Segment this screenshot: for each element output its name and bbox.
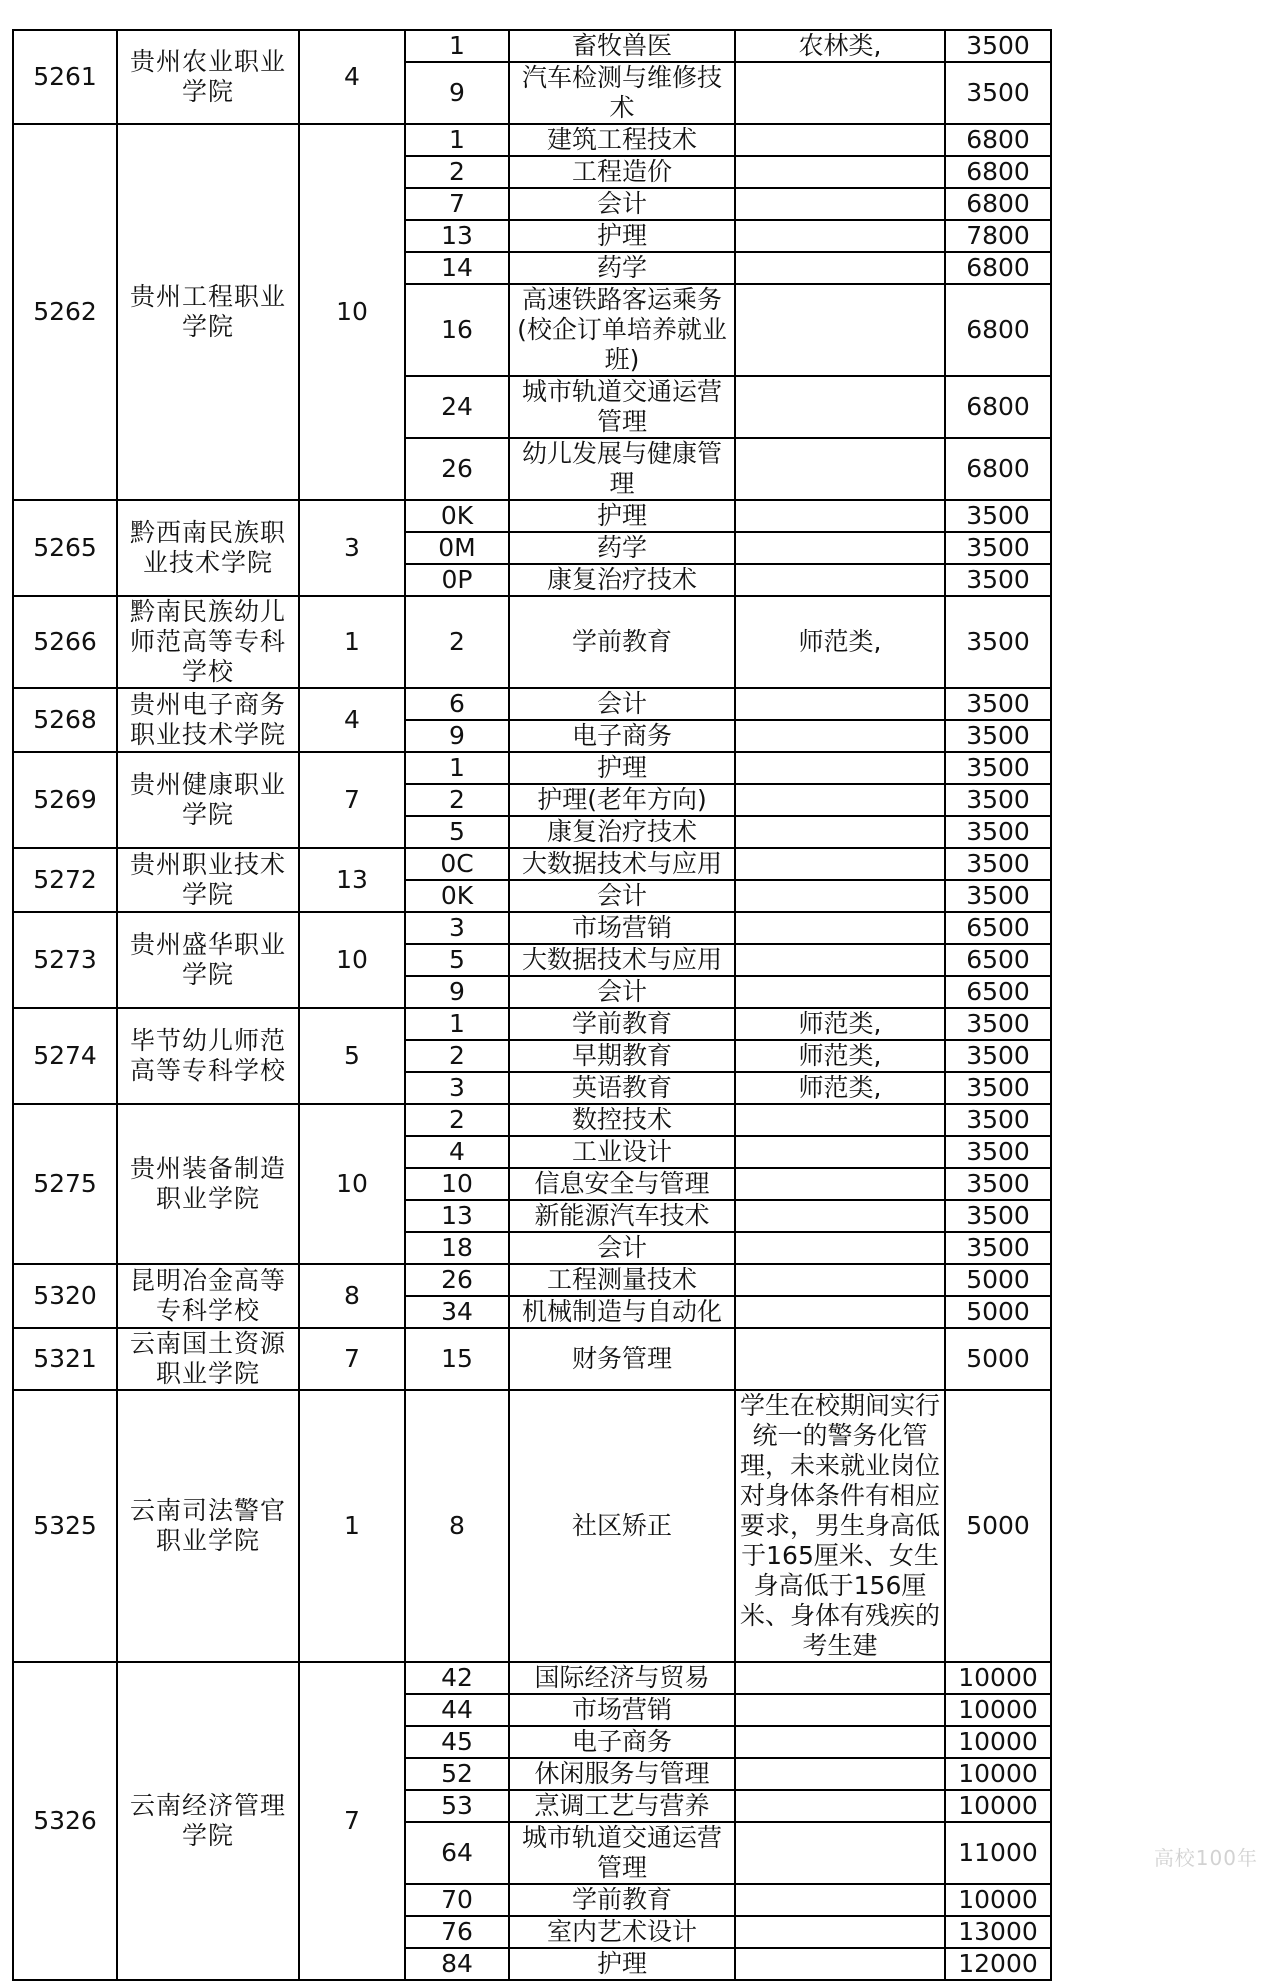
note-cell bbox=[735, 1168, 945, 1200]
note-cell bbox=[735, 912, 945, 944]
major-name-cell: 市场营销 bbox=[509, 912, 735, 944]
school-name-cell: 黔南民族幼儿师范高等专科学校 bbox=[117, 596, 299, 688]
major-name-cell: 建筑工程技术 bbox=[509, 124, 735, 156]
major-code-cell: 26 bbox=[405, 1264, 509, 1296]
note-cell bbox=[735, 532, 945, 564]
major-code-cell: 1 bbox=[405, 1008, 509, 1040]
plan-count-cell: 10 bbox=[299, 912, 405, 1008]
school-code-cell: 5262 bbox=[13, 124, 117, 500]
major-code-cell: 3 bbox=[405, 1072, 509, 1104]
note-cell bbox=[735, 784, 945, 816]
tuition-cell: 10000 bbox=[945, 1662, 1051, 1694]
major-code-cell: 1 bbox=[405, 752, 509, 784]
major-name-cell: 护理 bbox=[509, 500, 735, 532]
major-name-cell: 汽车检测与维修技术 bbox=[509, 62, 735, 124]
tuition-cell: 3500 bbox=[945, 596, 1051, 688]
school-name-cell: 昆明冶金高等专科学校 bbox=[117, 1264, 299, 1328]
major-code-cell: 44 bbox=[405, 1694, 509, 1726]
watermark-text: 高校100年 bbox=[1153, 1846, 1258, 1870]
major-name-cell: 护理(老年方向) bbox=[509, 784, 735, 816]
plan-count-cell: 3 bbox=[299, 500, 405, 596]
major-code-cell: 0P bbox=[405, 564, 509, 596]
plan-count-cell: 4 bbox=[299, 30, 405, 124]
plan-count-cell: 10 bbox=[299, 124, 405, 500]
major-name-cell: 会计 bbox=[509, 1232, 735, 1264]
school-name-cell: 黔西南民族职业技术学院 bbox=[117, 500, 299, 596]
major-name-cell: 药学 bbox=[509, 532, 735, 564]
school-code-cell: 5321 bbox=[13, 1328, 117, 1390]
note-cell bbox=[735, 156, 945, 188]
major-name-cell: 休闲服务与管理 bbox=[509, 1758, 735, 1790]
major-name-cell: 大数据技术与应用 bbox=[509, 944, 735, 976]
major-code-cell: 9 bbox=[405, 62, 509, 124]
major-name-cell: 学前教育 bbox=[509, 1884, 735, 1916]
major-code-cell: 14 bbox=[405, 252, 509, 284]
major-name-cell: 工程测量技术 bbox=[509, 1264, 735, 1296]
tuition-cell: 5000 bbox=[945, 1296, 1051, 1328]
major-name-cell: 康复治疗技术 bbox=[509, 564, 735, 596]
major-name-cell: 信息安全与管理 bbox=[509, 1168, 735, 1200]
major-name-cell: 畜牧兽医 bbox=[509, 30, 735, 62]
tuition-cell: 3500 bbox=[945, 564, 1051, 596]
note-cell bbox=[735, 1264, 945, 1296]
major-code-cell: 45 bbox=[405, 1726, 509, 1758]
major-code-cell: 24 bbox=[405, 376, 509, 438]
note-cell bbox=[735, 848, 945, 880]
tuition-cell: 3500 bbox=[945, 1040, 1051, 1072]
tuition-cell: 3500 bbox=[945, 816, 1051, 848]
note-cell: 师范类, bbox=[735, 1072, 945, 1104]
plan-count-cell: 7 bbox=[299, 752, 405, 848]
major-name-cell: 会计 bbox=[509, 688, 735, 720]
major-code-cell: 53 bbox=[405, 1790, 509, 1822]
major-name-cell: 早期教育 bbox=[509, 1040, 735, 1072]
major-code-cell: 84 bbox=[405, 1948, 509, 1980]
major-name-cell: 幼儿发展与健康管理 bbox=[509, 438, 735, 500]
note-cell bbox=[735, 720, 945, 752]
tuition-cell: 6500 bbox=[945, 944, 1051, 976]
tuition-cell: 11000 bbox=[945, 1822, 1051, 1884]
tuition-cell: 6500 bbox=[945, 912, 1051, 944]
tuition-cell: 3500 bbox=[945, 1232, 1051, 1264]
tuition-cell: 6800 bbox=[945, 156, 1051, 188]
tuition-cell: 3500 bbox=[945, 500, 1051, 532]
note-cell bbox=[735, 1726, 945, 1758]
major-name-cell: 护理 bbox=[509, 1948, 735, 1980]
note-cell bbox=[735, 1822, 945, 1884]
tuition-cell: 13000 bbox=[945, 1916, 1051, 1948]
major-name-cell: 财务管理 bbox=[509, 1328, 735, 1390]
note-cell bbox=[735, 124, 945, 156]
major-name-cell: 高速铁路客运乘务(校企订单培养就业班) bbox=[509, 284, 735, 376]
major-code-cell: 2 bbox=[405, 156, 509, 188]
tuition-cell: 3500 bbox=[945, 1168, 1051, 1200]
note-cell bbox=[735, 1136, 945, 1168]
note-cell bbox=[735, 1916, 945, 1948]
major-code-cell: 15 bbox=[405, 1328, 509, 1390]
school-name-cell: 贵州职业技术学院 bbox=[117, 848, 299, 912]
major-code-cell: 2 bbox=[405, 784, 509, 816]
major-name-cell: 机械制造与自动化 bbox=[509, 1296, 735, 1328]
plan-count-cell: 13 bbox=[299, 848, 405, 912]
plan-count-cell: 7 bbox=[299, 1662, 405, 1980]
major-code-cell: 1 bbox=[405, 30, 509, 62]
school-code-cell: 5268 bbox=[13, 688, 117, 752]
note-cell bbox=[735, 1296, 945, 1328]
major-name-cell: 城市轨道交通运营管理 bbox=[509, 1822, 735, 1884]
plan-count-cell: 8 bbox=[299, 1264, 405, 1328]
major-code-cell: 5 bbox=[405, 944, 509, 976]
note-cell bbox=[735, 1662, 945, 1694]
note-cell bbox=[735, 752, 945, 784]
school-code-cell: 5320 bbox=[13, 1264, 117, 1328]
tuition-cell: 5000 bbox=[945, 1390, 1051, 1662]
note-cell bbox=[735, 1758, 945, 1790]
plan-count-cell: 7 bbox=[299, 1328, 405, 1390]
major-name-cell: 药学 bbox=[509, 252, 735, 284]
school-code-cell: 5273 bbox=[13, 912, 117, 1008]
major-code-cell: 6 bbox=[405, 688, 509, 720]
major-code-cell: 9 bbox=[405, 976, 509, 1008]
school-code-cell: 5272 bbox=[13, 848, 117, 912]
table-row bbox=[13, 1390, 1051, 1662]
major-code-cell: 1 bbox=[405, 124, 509, 156]
enrollment-sheet bbox=[12, 29, 1052, 1981]
note-cell bbox=[735, 880, 945, 912]
plan-count-cell: 4 bbox=[299, 688, 405, 752]
tuition-cell: 3500 bbox=[945, 880, 1051, 912]
major-name-cell: 烹调工艺与营养 bbox=[509, 1790, 735, 1822]
note-cell bbox=[735, 1104, 945, 1136]
note-cell bbox=[735, 688, 945, 720]
major-code-cell: 8 bbox=[405, 1390, 509, 1662]
major-code-cell: 34 bbox=[405, 1296, 509, 1328]
school-name-cell: 贵州电子商务职业技术学院 bbox=[117, 688, 299, 752]
tuition-cell: 6800 bbox=[945, 438, 1051, 500]
enrollment-table bbox=[12, 29, 1052, 1981]
note-cell: 农林类, bbox=[735, 30, 945, 62]
major-name-cell: 室内艺术设计 bbox=[509, 1916, 735, 1948]
tuition-cell: 6800 bbox=[945, 376, 1051, 438]
major-code-cell: 16 bbox=[405, 284, 509, 376]
table-row bbox=[13, 30, 1051, 62]
major-code-cell: 70 bbox=[405, 1884, 509, 1916]
tuition-cell: 10000 bbox=[945, 1726, 1051, 1758]
school-name-cell: 贵州装备制造职业学院 bbox=[117, 1104, 299, 1264]
note-cell: 师范类, bbox=[735, 596, 945, 688]
table-row bbox=[13, 1008, 1051, 1040]
major-name-cell: 国际经济与贸易 bbox=[509, 1662, 735, 1694]
note-cell bbox=[735, 564, 945, 596]
table-row bbox=[13, 500, 1051, 532]
note-cell bbox=[735, 1232, 945, 1264]
major-name-cell: 市场营销 bbox=[509, 1694, 735, 1726]
table-row bbox=[13, 912, 1051, 944]
major-code-cell: 0K bbox=[405, 500, 509, 532]
note-cell bbox=[735, 500, 945, 532]
major-code-cell: 9 bbox=[405, 720, 509, 752]
major-name-cell: 学前教育 bbox=[509, 1008, 735, 1040]
school-name-cell: 云南国土资源职业学院 bbox=[117, 1328, 299, 1390]
tuition-cell: 3500 bbox=[945, 688, 1051, 720]
major-code-cell: 4 bbox=[405, 1136, 509, 1168]
note-cell bbox=[735, 1328, 945, 1390]
tuition-cell: 3500 bbox=[945, 1072, 1051, 1104]
plan-count-cell: 1 bbox=[299, 1390, 405, 1662]
note-cell bbox=[735, 62, 945, 124]
major-code-cell: 13 bbox=[405, 220, 509, 252]
note-cell bbox=[735, 1884, 945, 1916]
table-row bbox=[13, 1328, 1051, 1390]
school-code-cell: 5269 bbox=[13, 752, 117, 848]
major-name-cell: 英语教育 bbox=[509, 1072, 735, 1104]
major-code-cell: 0M bbox=[405, 532, 509, 564]
table-row bbox=[13, 848, 1051, 880]
major-name-cell: 电子商务 bbox=[509, 1726, 735, 1758]
school-name-cell: 云南司法警官职业学院 bbox=[117, 1390, 299, 1662]
tuition-cell: 5000 bbox=[945, 1328, 1051, 1390]
school-name-cell: 贵州工程职业学院 bbox=[117, 124, 299, 500]
note-cell bbox=[735, 976, 945, 1008]
major-name-cell: 电子商务 bbox=[509, 720, 735, 752]
tuition-cell: 10000 bbox=[945, 1790, 1051, 1822]
tuition-cell: 3500 bbox=[945, 30, 1051, 62]
plan-count-cell: 10 bbox=[299, 1104, 405, 1264]
note-cell: 师范类, bbox=[735, 1008, 945, 1040]
tuition-cell: 7800 bbox=[945, 220, 1051, 252]
tuition-cell: 3500 bbox=[945, 1200, 1051, 1232]
major-code-cell: 2 bbox=[405, 1040, 509, 1072]
table-row bbox=[13, 752, 1051, 784]
major-code-cell: 7 bbox=[405, 188, 509, 220]
school-code-cell: 5274 bbox=[13, 1008, 117, 1104]
note-cell bbox=[735, 438, 945, 500]
major-code-cell: 64 bbox=[405, 1822, 509, 1884]
major-name-cell: 工程造价 bbox=[509, 156, 735, 188]
school-code-cell: 5326 bbox=[13, 1662, 117, 1980]
note-cell bbox=[735, 1200, 945, 1232]
school-code-cell: 5265 bbox=[13, 500, 117, 596]
school-name-cell: 毕节幼儿师范高等专科学校 bbox=[117, 1008, 299, 1104]
tuition-cell: 6800 bbox=[945, 252, 1051, 284]
note-cell bbox=[735, 188, 945, 220]
major-name-cell: 城市轨道交通运营管理 bbox=[509, 376, 735, 438]
table-row bbox=[13, 1104, 1051, 1136]
table-row bbox=[13, 596, 1051, 688]
tuition-cell: 6500 bbox=[945, 976, 1051, 1008]
major-name-cell: 数控技术 bbox=[509, 1104, 735, 1136]
school-name-cell: 贵州健康职业学院 bbox=[117, 752, 299, 848]
tuition-cell: 3500 bbox=[945, 720, 1051, 752]
note-cell bbox=[735, 944, 945, 976]
table-row bbox=[13, 124, 1051, 156]
tuition-cell: 3500 bbox=[945, 1136, 1051, 1168]
major-code-cell: 52 bbox=[405, 1758, 509, 1790]
table-row bbox=[13, 688, 1051, 720]
table-row bbox=[13, 1662, 1051, 1694]
major-name-cell: 社区矫正 bbox=[509, 1390, 735, 1662]
major-name-cell: 新能源汽车技术 bbox=[509, 1200, 735, 1232]
school-code-cell: 5266 bbox=[13, 596, 117, 688]
major-name-cell: 会计 bbox=[509, 188, 735, 220]
major-code-cell: 13 bbox=[405, 1200, 509, 1232]
tuition-cell: 10000 bbox=[945, 1694, 1051, 1726]
note-cell: 师范类, bbox=[735, 1040, 945, 1072]
major-name-cell: 会计 bbox=[509, 880, 735, 912]
major-code-cell: 2 bbox=[405, 1104, 509, 1136]
major-code-cell: 0C bbox=[405, 848, 509, 880]
school-code-cell: 5261 bbox=[13, 30, 117, 124]
school-code-cell: 5275 bbox=[13, 1104, 117, 1264]
major-code-cell: 42 bbox=[405, 1662, 509, 1694]
note-cell bbox=[735, 284, 945, 376]
table-row bbox=[13, 1264, 1051, 1296]
tuition-cell: 3500 bbox=[945, 1008, 1051, 1040]
major-name-cell: 护理 bbox=[509, 752, 735, 784]
major-name-cell: 会计 bbox=[509, 976, 735, 1008]
note-cell bbox=[735, 1948, 945, 1980]
school-name-cell: 贵州盛华职业学院 bbox=[117, 912, 299, 1008]
tuition-cell: 10000 bbox=[945, 1758, 1051, 1790]
tuition-cell: 12000 bbox=[945, 1948, 1051, 1980]
major-code-cell: 0K bbox=[405, 880, 509, 912]
tuition-cell: 6800 bbox=[945, 188, 1051, 220]
tuition-cell: 6800 bbox=[945, 284, 1051, 376]
note-cell bbox=[735, 1694, 945, 1726]
major-code-cell: 76 bbox=[405, 1916, 509, 1948]
major-name-cell: 康复治疗技术 bbox=[509, 816, 735, 848]
school-name-cell: 贵州农业职业学院 bbox=[117, 30, 299, 124]
tuition-cell: 3500 bbox=[945, 1104, 1051, 1136]
major-name-cell: 大数据技术与应用 bbox=[509, 848, 735, 880]
note-cell bbox=[735, 220, 945, 252]
tuition-cell: 3500 bbox=[945, 752, 1051, 784]
note-cell bbox=[735, 252, 945, 284]
note-cell bbox=[735, 816, 945, 848]
tuition-cell: 10000 bbox=[945, 1884, 1051, 1916]
major-name-cell: 工业设计 bbox=[509, 1136, 735, 1168]
major-name-cell: 护理 bbox=[509, 220, 735, 252]
tuition-cell: 3500 bbox=[945, 532, 1051, 564]
plan-count-cell: 5 bbox=[299, 1008, 405, 1104]
major-code-cell: 3 bbox=[405, 912, 509, 944]
major-code-cell: 10 bbox=[405, 1168, 509, 1200]
tuition-cell: 5000 bbox=[945, 1264, 1051, 1296]
plan-count-cell: 1 bbox=[299, 596, 405, 688]
major-code-cell: 26 bbox=[405, 438, 509, 500]
tuition-cell: 3500 bbox=[945, 784, 1051, 816]
note-cell bbox=[735, 1790, 945, 1822]
note-cell: 学生在校期间实行统一的警务化管理，未来就业岗位对身体条件有相应要求，男生身高低于165厘米、女生身高低于156厘米、身体有残疾的考生建 bbox=[735, 1390, 945, 1662]
tuition-cell: 3500 bbox=[945, 62, 1051, 124]
note-cell bbox=[735, 376, 945, 438]
school-name-cell: 云南经济管理学院 bbox=[117, 1662, 299, 1980]
major-name-cell: 学前教育 bbox=[509, 596, 735, 688]
major-code-cell: 2 bbox=[405, 596, 509, 688]
tuition-cell: 6800 bbox=[945, 124, 1051, 156]
tuition-cell: 3500 bbox=[945, 848, 1051, 880]
major-code-cell: 18 bbox=[405, 1232, 509, 1264]
school-code-cell: 5325 bbox=[13, 1390, 117, 1662]
major-code-cell: 5 bbox=[405, 816, 509, 848]
